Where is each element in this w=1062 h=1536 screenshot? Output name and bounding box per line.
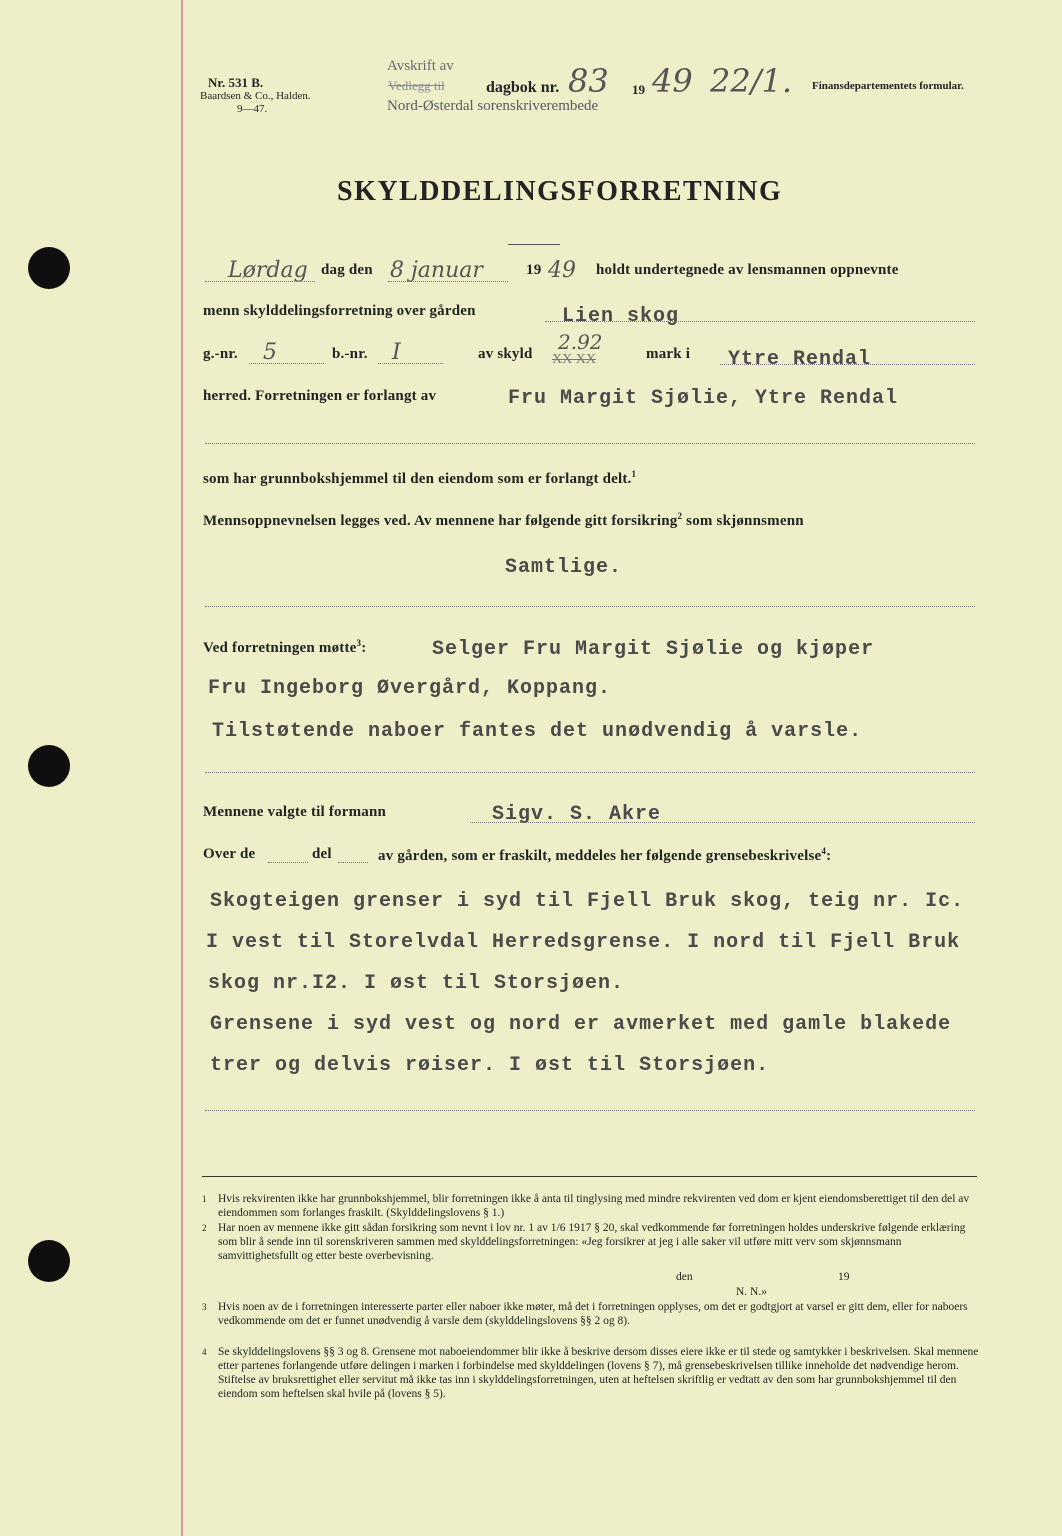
page-title: SKYLDDELINGSFORRETNING: [337, 176, 783, 207]
footnote-text: Hvis rekvirenten ikke har grunnbokshjemmel, blir forretningen ikke å anta til tinglysing med mindre rekvirenten ved dom er kjent eiendomsberettiget til den del av eiendommen som forlanges fraskilt. (Skylddelingslovens § 1.): [218, 1193, 970, 1219]
footnote-ref: 4: [821, 846, 827, 856]
mark-label: mark i: [646, 346, 691, 362]
date-handwritten: 8 januar: [390, 258, 483, 283]
footnote-ref: 3: [356, 638, 362, 648]
footnote-text: Se skylddelingslovens §§ 3 og 8. Grensene mot naboeiendommer blir ikke å beskrive dersom disses eiere ikke er til stede og samtykker i beskrivelsen. Skal mennene etter partenes forlangende utføre delingen i marken i forbindelse med skylddelingen (lovens § 7), må grensebeskrivelsen tillike inneholde det nødvendige herom. Stiftelse av bruksrettighet eller servitut må ikke tas inn i skylddelingsforretningen, uten at heftelsen skriftlig er vedtatt av den som har grunnbokshjemmel til den eiendom som heftelsen skal hvile på (lovens § 5).: [218, 1346, 979, 1400]
footnote-1: [202, 1192, 982, 1220]
bnr-label: b.-nr.: [332, 346, 368, 362]
footnote-2-signature: N. N.»: [736, 1286, 767, 1298]
farm-name: Lien skog: [562, 305, 680, 328]
del-label: del: [312, 846, 332, 862]
over-de-label: Over de: [203, 846, 256, 862]
av-garden-text: av gården, som er fraskilt, meddeles her følgende grensebeskrivelse$^4$:: [378, 846, 832, 864]
footnote-2-den: den: [676, 1271, 693, 1283]
oppnevnelse-text: Mennsoppnevnelsen legges ved. Av mennene har følgende gitt forsikring$^2$ som skjønnsmenn: [203, 511, 804, 529]
footnote-text: Har noen av mennene ikke gitt sådan forsikring som nevnt i lov nr. 1 av 1/6 1917 § 20, skal vedkommende før forretningen holdes underskrive følgende erklæring som blir å sende inn til sorenskriveren sammen med skylddelingsforretningen: «Jeg forsikrer at jeg i alle saker vil utføre mitt verv som skjønnsmann samvittighetsfullt og etter beste overbevisning.: [218, 1222, 966, 1262]
form-number: Nr. 531 B.: [208, 75, 264, 90]
dagbok-number: 83: [568, 62, 609, 100]
dotted-line: [205, 281, 315, 282]
description-line-4: Grensene i syd vest og nord er avmerket med gamle blakede: [210, 1013, 952, 1036]
skyld-value: 2.92: [558, 330, 603, 354]
dotted-line: [205, 606, 975, 607]
punch-hole: [28, 247, 70, 289]
bnr-value: I: [392, 340, 401, 365]
footnote-3: [202, 1300, 982, 1328]
gnr-label: g.-nr.: [203, 346, 238, 362]
formann-label: Mennene valgte til formann: [203, 804, 387, 820]
dotted-line: [545, 321, 975, 322]
sworn-men: Samtlige.: [505, 556, 623, 579]
footnote-rule: [202, 1176, 977, 1177]
grunnbok-text: som har grunnbokshjemmel til den eiendom som er forlangt delt.$^1$: [203, 469, 637, 487]
footnote-4: [202, 1345, 982, 1401]
office-stamp: Nord-Østerdal sorenskriverembede: [387, 98, 599, 114]
print-date: 9—47.: [237, 103, 268, 115]
formann-name: Sigv. S. Akre: [492, 803, 662, 826]
held-text: holdt undertegnede av lensmannen oppnevnte: [596, 262, 899, 278]
gnr-value: 5: [263, 340, 277, 365]
dotted-line: [470, 822, 975, 823]
year-field: 49: [548, 258, 576, 283]
men-text: menn skylddelingsforretning over gården: [203, 303, 476, 319]
skyld-label: av skyld: [478, 346, 533, 362]
year-handwritten: 49: [652, 62, 693, 100]
mote-line-3: Tilstøtende naboer fantes det unødvendig å varsle.: [212, 720, 863, 743]
footnote-2-year: 19: [838, 1271, 850, 1283]
mote-label: Ved forretningen møtte$^3$:: [203, 638, 367, 656]
mote-line-1: Selger Fru Margit Sjølie og kjøper: [432, 638, 875, 661]
footnote-text: Hvis noen av de i forretningen interesserte parter eller naboer ikke møter, må det i forretningen opplyses, om det er godtgjort at varsel er gitt dem, eller for naboers vedkommende om det er funnet unødvendig å varsle dem (skylddelingslovens §§ 2 og 8).: [218, 1301, 968, 1327]
stamp-vedlegg: Vedlegg til: [388, 78, 445, 93]
footnote-number: 2: [202, 1223, 207, 1233]
weekday: Lørdag: [228, 258, 308, 283]
description-line-2: I vest til Storelvdal Herredsgrense. I nord til Fjell Bruk: [206, 931, 961, 954]
herred-text: herred. Forretningen er forlangt av: [203, 388, 437, 404]
dotted-line: [378, 363, 443, 364]
dotted-line: [338, 862, 368, 863]
footnote-ref: 1: [631, 469, 637, 479]
dotted-line: [205, 1110, 975, 1111]
footnote-ref: 2: [677, 511, 683, 521]
dotted-line: [388, 281, 508, 282]
dotted-line: [205, 443, 975, 444]
skyld-struck: XX XX: [552, 352, 596, 367]
requested-by: Fru Margit Sjølie, Ytre Rendal: [508, 387, 899, 410]
dotted-line: [268, 862, 308, 863]
punch-hole: [28, 1240, 70, 1282]
year-prefix: 19: [632, 82, 645, 97]
dotted-line: [205, 772, 975, 773]
title-divider: [508, 244, 560, 245]
description-line-5: trer og delvis røiser. I øst til Storsjøen.: [210, 1054, 770, 1077]
dagbok-label: dagbok nr.: [486, 79, 560, 96]
footnote-number: 4: [202, 1347, 207, 1357]
dag-den-label: dag den: [321, 262, 373, 278]
footnote-number: 3: [202, 1302, 207, 1312]
municipality: Ytre Rendal: [728, 348, 872, 371]
footnote-number: 1: [202, 1194, 207, 1204]
mote-line-2: Fru Ingeborg Øvergård, Koppang.: [208, 677, 612, 700]
description-line-3: skog nr.I2. I øst til Storsjøen.: [208, 972, 625, 995]
description-line-1: Skogteigen grenser i syd til Fjell Bruk skog, teig nr. Ic.: [210, 890, 965, 913]
year-prefix-field: 19: [526, 262, 542, 278]
punch-hole: [28, 745, 70, 787]
dotted-line: [249, 363, 324, 364]
printer-name: Baardsen & Co., Halden.: [200, 90, 311, 102]
dagbok-date: 22/1.: [710, 62, 793, 100]
dotted-line: [720, 364, 975, 365]
footnote-2: [202, 1221, 982, 1263]
stamp-avskrift: Avskrift av: [387, 58, 454, 74]
ministry-form: Finansdepartementets formular.: [812, 80, 964, 92]
margin-line: [181, 0, 183, 1536]
